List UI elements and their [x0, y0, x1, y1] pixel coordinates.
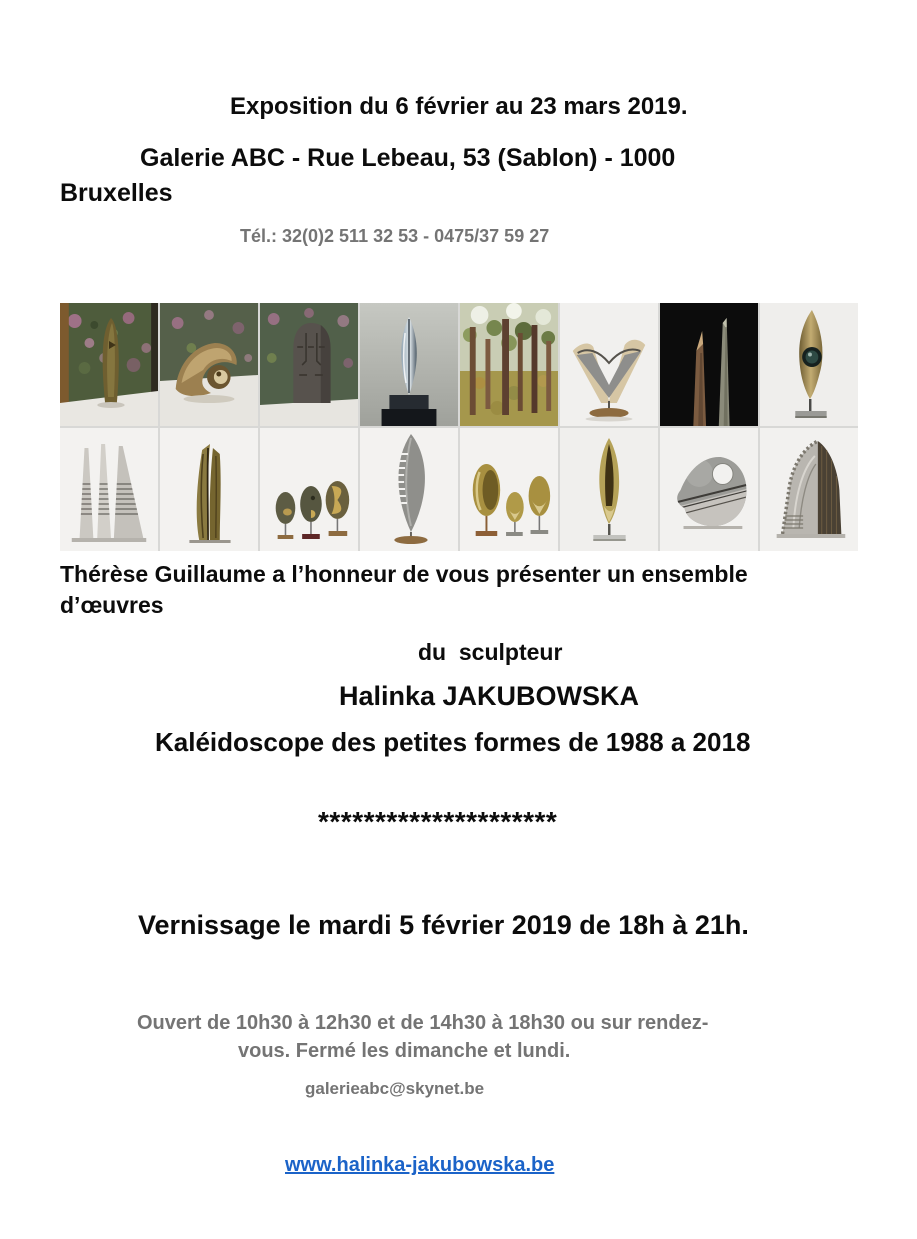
teardrop-hole-image — [660, 428, 758, 551]
two-stelae-image — [660, 303, 758, 426]
v-shaped-stone-image — [560, 303, 658, 426]
notched-leaf-image — [360, 428, 458, 551]
bronze-flame-eye-image — [760, 303, 858, 426]
gallery-photo-3 — [260, 303, 358, 426]
phone-line: Tél.: 32(0)2 511 32 53 - 0475/37 59 27 — [240, 226, 550, 246]
gallery-photo-10 — [160, 428, 258, 551]
stars-divider: ********************* — [318, 806, 558, 837]
sculpture-photo-grid — [60, 303, 858, 551]
artist-name: Halinka JAKUBOWSKA — [339, 681, 640, 711]
steel-blade-image — [360, 303, 458, 426]
gallery-photo-2 — [160, 303, 258, 426]
intro-line-1: Thérèse Guillaume a l’honneur de vous présenter un ensemble — [60, 561, 748, 587]
gallery-photo-12 — [360, 428, 458, 551]
intro-line-2: d’œuvres — [60, 592, 164, 618]
gallery-city-line: Bruxelles — [60, 179, 173, 207]
opening-hours-line-1: Ouvert de 10h30 à 12h30 et de 14h30 à 18h30 ou sur rendez- — [137, 1012, 709, 1034]
exhibition-dates-line: Exposition du 6 février au 23 mars 2019. — [230, 93, 688, 120]
double-face-head-image — [260, 303, 358, 426]
opening-hours-line-2: vous. Fermé les dimanche et lundi. — [238, 1040, 571, 1062]
gallery-photo-6 — [560, 303, 658, 426]
oval-masks-image — [260, 428, 358, 551]
gallery-photo-15 — [660, 428, 758, 551]
vernissage-line: Vernissage le mardi 5 février 2019 de 18h à 21h. — [138, 910, 749, 940]
gallery-photo-16 — [760, 428, 858, 551]
gallery-photo-7 — [660, 303, 758, 426]
du-sculpteur-line: du sculpteur — [418, 639, 563, 665]
gallery-photo-1 — [60, 303, 158, 426]
gallery-photo-11 — [260, 428, 358, 551]
split-trunk-image — [160, 428, 258, 551]
gallery-photo-14 — [560, 428, 658, 551]
golden-pods-image — [460, 428, 558, 551]
gallery-photo-4 — [360, 303, 458, 426]
bronze-shell-garden-image — [160, 303, 258, 426]
gallery-photo-13 — [460, 428, 558, 551]
exhibition-subtitle: Kaléidoscope des petites formes de 1988 a 2018 — [155, 727, 751, 757]
serrated-sail-image — [760, 428, 858, 551]
striped-wedges-image — [60, 428, 158, 551]
gallery-photo-5 — [460, 303, 558, 426]
bronze-head-garden-image — [60, 303, 158, 426]
gallery-photo-8 — [760, 303, 858, 426]
bronze-seed-pod-image — [560, 428, 658, 551]
email-address: galerieabc@skynet.be — [305, 1079, 485, 1098]
forest-totems-image — [460, 303, 558, 426]
gallery-address-line: Galerie ABC - Rue Lebeau, 53 (Sablon) - 1000 — [140, 144, 676, 172]
website-link[interactable]: www.halinka-jakubowska.be — [285, 1154, 555, 1176]
gallery-photo-9 — [60, 428, 158, 551]
